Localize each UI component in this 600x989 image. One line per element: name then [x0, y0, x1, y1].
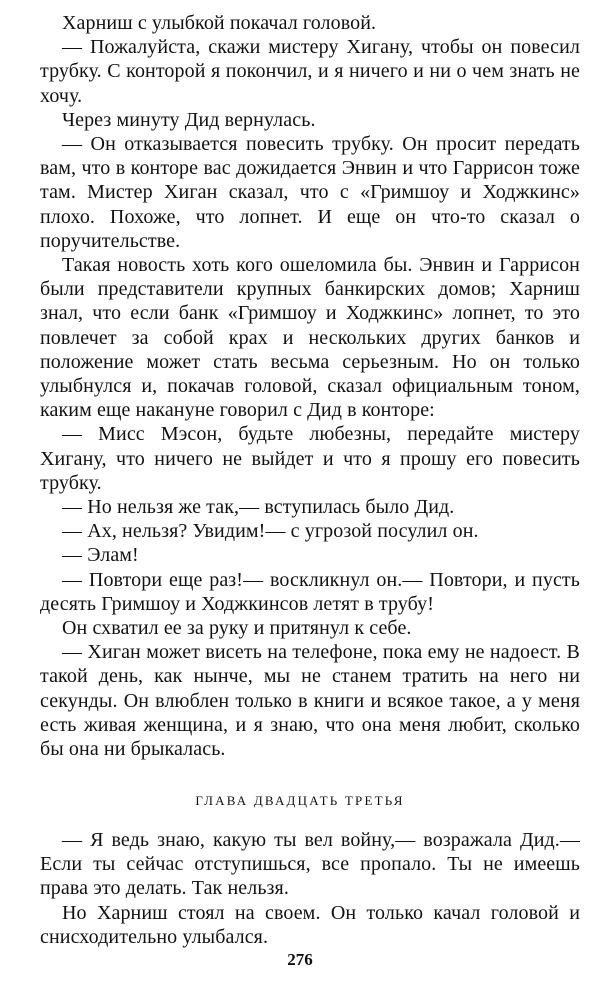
- paragraph: Харниш с улыбкой покачал головой.: [62, 12, 377, 34]
- chapter-heading: ГЛАВА ДВАДЦАТЬ ТРЕТЬЯ: [195, 793, 405, 808]
- paragraph: — Хиган может висеть на телефоне, пока ему не надоест. В такой день, как нынче, мы не станем тратить на него ни секунды. Он влюблен только в книги и всякое такое, а у меня есть живая женщина, и я знаю, что она меня любит, сколько бы она ни брыкалась.: [40, 641, 580, 761]
- paragraph: — Ах, нельзя? Увидим!— с угрозой посулил он.: [62, 520, 479, 543]
- page-number: 276: [287, 950, 313, 969]
- paragraph: — Но нельзя же так,— вступилась было Дид.: [62, 496, 455, 519]
- paragraph: — Элам!: [62, 544, 139, 567]
- paragraph: Но Харниш стоял на своем. Он только качал головой и снисходительно улыбался.: [40, 901, 580, 948]
- body-text-top: [40, 11, 580, 761]
- paragraph: — Пожалуйста, скажи мистеру Хигану, чтобы он повесил трубку. С конторой я покончил, и я ничего и ни о чем знать не хочу.: [40, 36, 580, 107]
- paragraph: — Повтори еще раз!— воскликнул он.— Повтори, и пусть десять Гримшоу и Ходжкинсов летят в трубу!: [40, 568, 580, 615]
- body-text-bottom: [40, 828, 580, 949]
- paragraph: — Мисс Мэсон, будьте любезны, передайте мистеру Хигану, что ничего не выйдет и что я прошу его повесить трубку.: [40, 423, 580, 494]
- paragraph: Он схватил ее за руку и притянул к себе.: [62, 617, 412, 640]
- paragraph: — Я ведь знаю, какую ты вел войну,— возражала Дид.— Если ты сейчас отступишься, все пропало. Ты не имеешь права это делать. Так нельзя.: [40, 829, 580, 900]
- paragraph: Через минуту Дид вернулась.: [62, 108, 316, 131]
- paragraph: — Он отказывается повесить трубку. Он просит передать вам, что в конторе вас дожидается Энвин и что Гаррисон тоже там. Мистер Хиган сказал, что с «Гримшоу и Ходжкинс» плохо. Похоже, что лопнет. И еще он что-то сказал о поручительстве.: [40, 133, 580, 252]
- paragraph: Такая новость хоть кого ошеломила бы. Энвин и Гаррисон были представители крупных банкирских домов; Харниш знал, что если банк «Гримшоу и Ходжкинс» лопнет, то это повлечет за собой крах и нескольких других банков и положение может стать весьма серьезным. Но он только улыбнулся и, покачав головой, сказал официальным тоном, каким еще накануне говорил с Дид в конторе:: [40, 254, 580, 422]
